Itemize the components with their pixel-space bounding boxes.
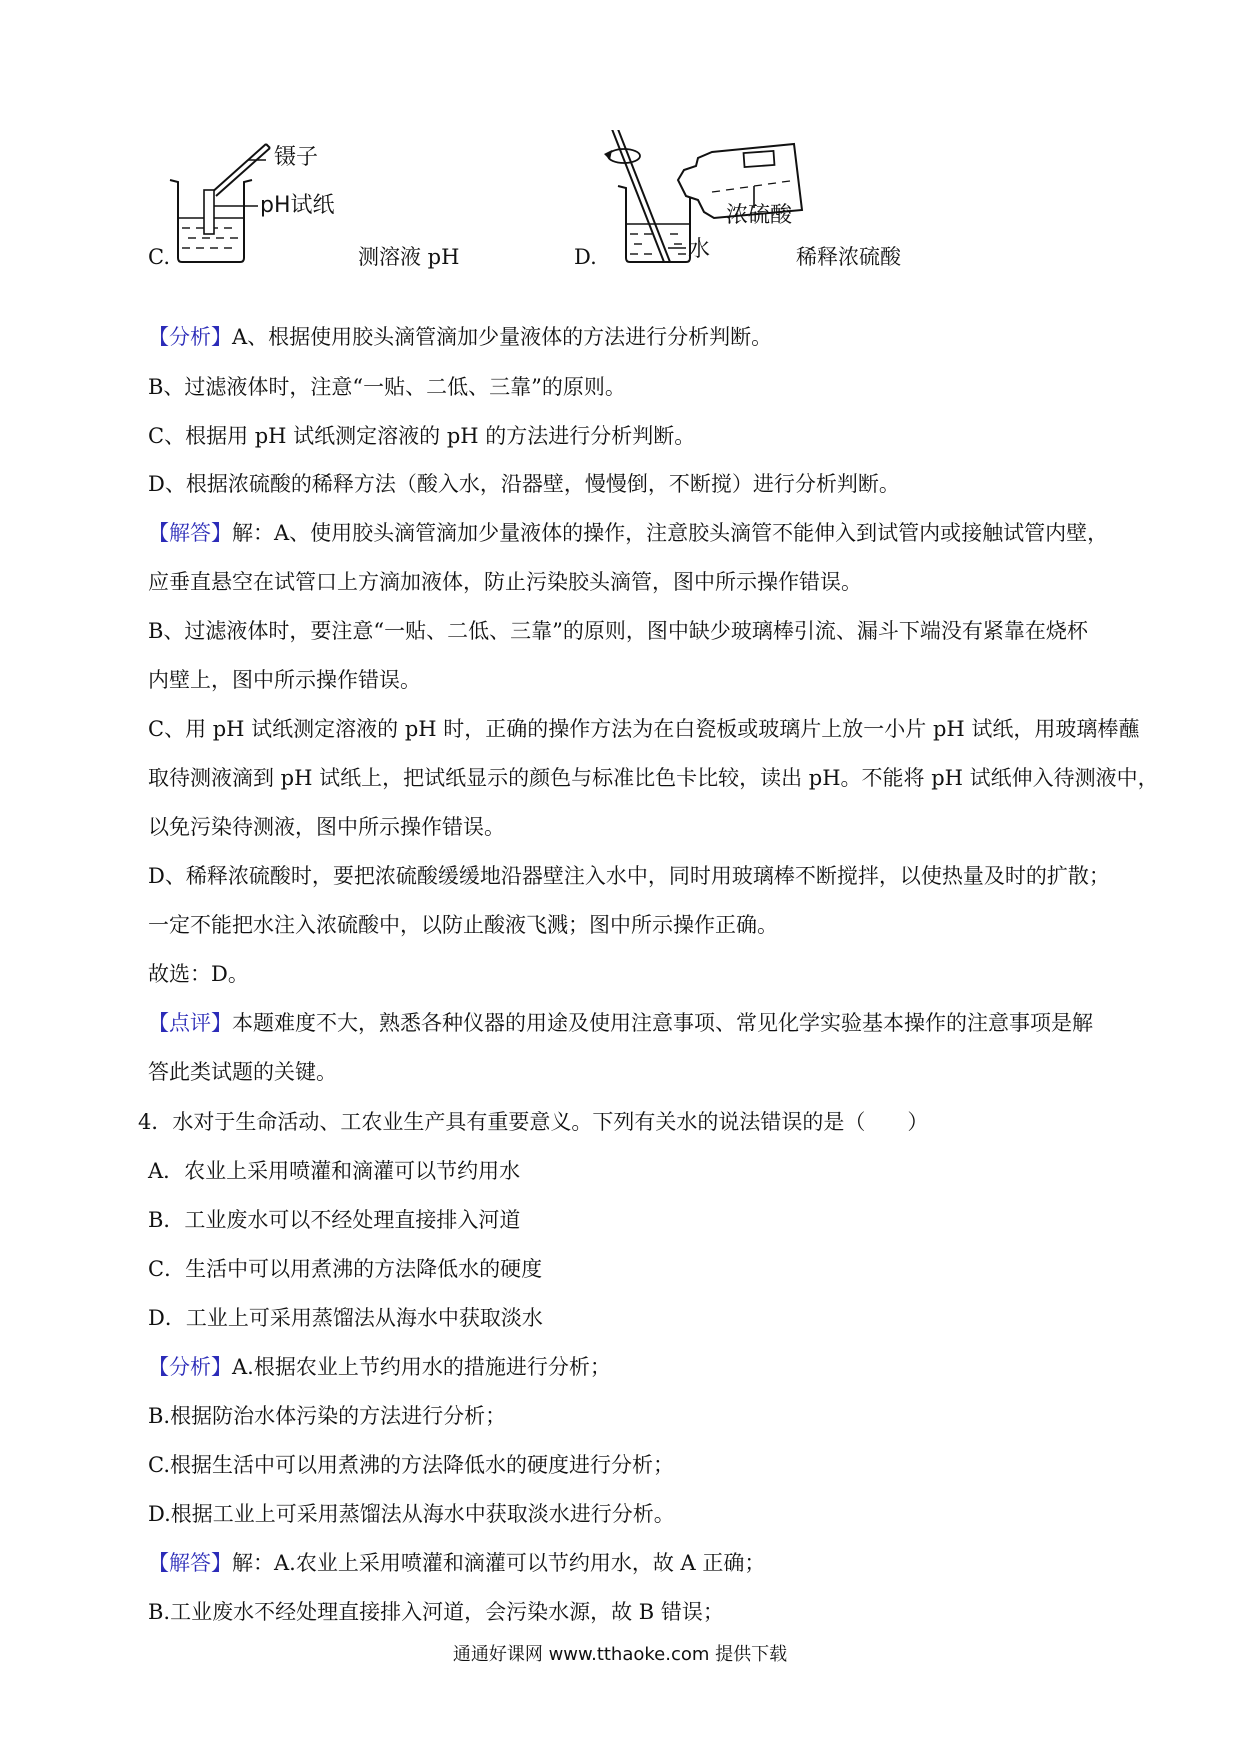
q4-analysis-line-a: 【分析】A.根据农业上节约用水的措施进行分析； [148, 1355, 611, 1379]
q4-option-d: D．工业上可采用蒸馏法从海水中获取淡水 [148, 1306, 543, 1330]
q3-analysis-line-a: 【分析】A、根据使用胶头滴管滴加少量液体的方法进行分析判断。 [148, 325, 773, 349]
q4-answer-line-2: B.工业废水不经处理直接排入河道，会污染水源，故 B 错误； [148, 1600, 724, 1624]
q3-answer-line-4: 内壁上，图中所示操作错误。 [148, 668, 421, 692]
q3-answer-line-9: 一定不能把水注入浓硫酸中，以防止酸液飞溅；图中所示操作正确。 [148, 913, 778, 937]
q3-answer-tag: 【解答】 [148, 521, 232, 545]
q3-analysis-line-c: C、根据用 pH 试纸测定溶液的 pH 的方法进行分析判断。 [148, 424, 696, 448]
figure-c-option: C. [148, 245, 170, 269]
ph-paper-label: pH试纸 [260, 193, 335, 218]
q3-answer-line-2: 应垂直悬空在试管口上方滴加液体，防止污染胶头滴管，图中所示操作错误。 [148, 570, 862, 594]
q3-answer-line-5: C、用 pH 试纸测定溶液的 pH 时，正确的操作方法为在白瓷板或玻璃片上放一小片 pH 试纸，用玻璃棒蘸 [148, 717, 1140, 741]
q3-analysis-line-d: D、根据浓硫酸的稀释方法（酸入水，沿器壁，慢慢倒，不断搅）进行分析判断。 [148, 472, 900, 496]
q4-analysis-tag: 【分析】 [148, 1355, 232, 1379]
q3-answer-line-1: 【解答】解：A、使用胶头滴管滴加少量液体的操作，注意胶头滴管不能伸入到试管内或接触试管内壁， [148, 521, 1109, 545]
q4-answer-tag: 【解答】 [148, 1551, 232, 1575]
q4-option-b: B．工业废水可以不经处理直接排入河道 [148, 1208, 521, 1232]
water-label: 水 [688, 237, 711, 262]
q4-option-a: A．农业上采用喷灌和滴灌可以节约用水 [148, 1159, 521, 1183]
q3-analysis-tag: 【分析】 [148, 325, 232, 349]
q3-answer-line-3: B、过滤液体时，要注意“一贴、二低、三靠”的原则，图中缺少玻璃棒引流、漏斗下端没有紧靠在烧杯 [148, 619, 1088, 643]
q3-comment-tag: 【点评】 [148, 1011, 232, 1035]
q3-analysis-line-b: B、过滤液体时，注意“一贴、二低、三靠”的原则。 [148, 375, 626, 399]
figure-d-option: D. [574, 245, 597, 269]
q3-answer-line-7: 以免污染待测液，图中所示操作错误。 [148, 815, 505, 839]
acid-label: 浓硫酸 [726, 203, 793, 228]
q3-answer-line-6: 取待测液滴到 pH 试纸上，把试纸显示的颜色与标准比色卡比较，读出 pH。不能将 pH 试纸伸入待测液中， [148, 766, 1159, 790]
figure-c [148, 130, 460, 300]
figure-d [574, 130, 934, 300]
q4-stem: 4．水对于生命活动、工农业生产具有重要意义。下列有关水的说法错误的是（ ） [138, 1110, 929, 1134]
q3-comment-line-2: 答此类试题的关键。 [148, 1060, 337, 1084]
q3-answer-line-8: D、稀释浓硫酸时，要把浓硫酸缓缓地沿器壁注入水中，同时用玻璃棒不断搅拌，以使热量及时的扩散； [148, 864, 1110, 888]
page-footer: 通通好课网 www.tthaoke.com 提供下载 [452, 1644, 788, 1665]
q4-option-c: C．生活中可以用煮沸的方法降低水的硬度 [148, 1257, 543, 1281]
tweezers-label: 镊子 [274, 145, 319, 170]
figure-c-caption: 测溶液 pH [358, 245, 460, 269]
q4-analysis-line-b: B.根据防治水体污染的方法进行分析； [148, 1404, 507, 1428]
q3-comment-line-1: 【点评】本题难度不大，熟悉各种仪器的用途及使用注意事项、常见化学实验基本操作的注意事项是解 [148, 1011, 1093, 1035]
q4-analysis-line-d: D.根据工业上可采用蒸馏法从海水中获取淡水进行分析。 [148, 1502, 675, 1526]
q4-answer-line-1: 【解答】解：A.农业上采用喷灌和滴灌可以节约用水，故 A 正确； [148, 1551, 766, 1575]
figure-d-caption: 稀释浓硫酸 [796, 245, 901, 269]
q4-analysis-line-c: C.根据生活中可以用煮沸的方法降低水的硬度进行分析； [148, 1453, 674, 1477]
q3-answer-line-10: 故选：D。 [148, 962, 249, 986]
